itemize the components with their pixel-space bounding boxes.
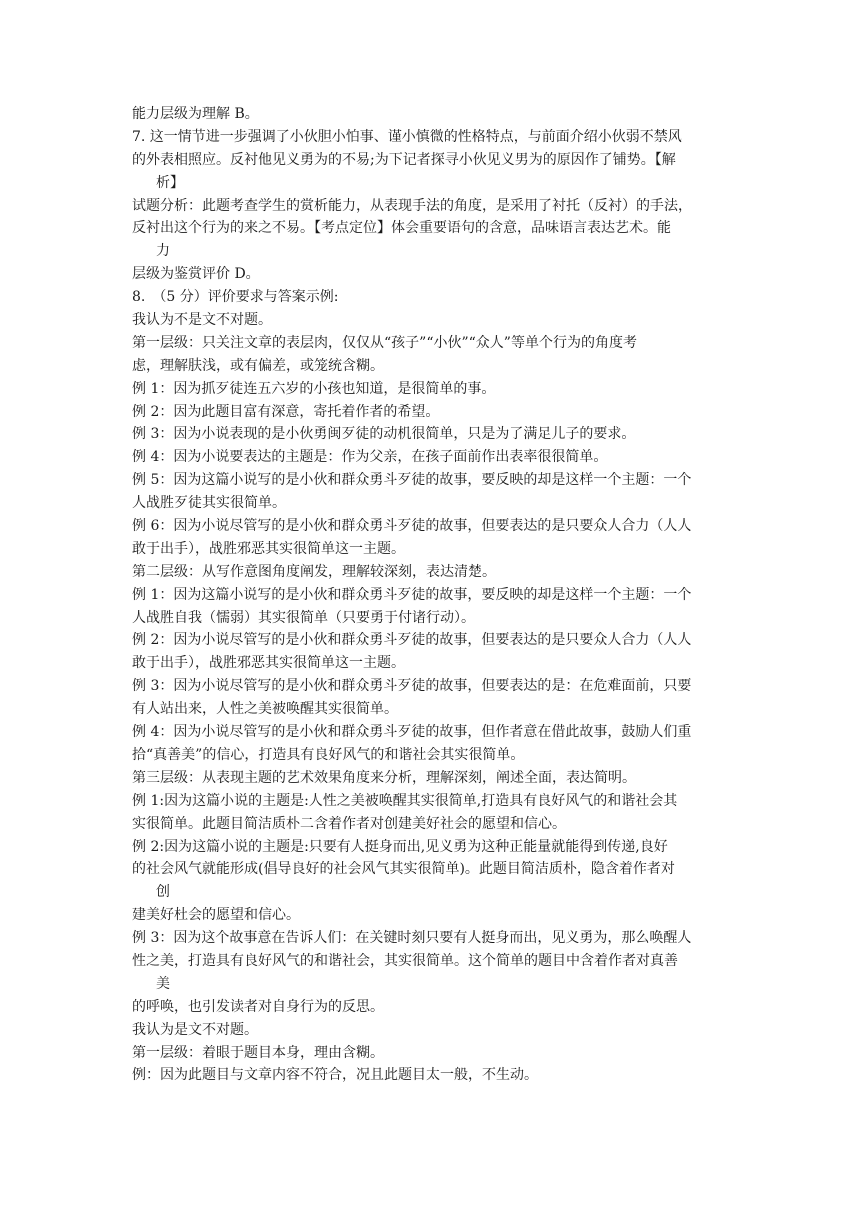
text-line: 例 4：因为小说要表达的主题是：作为父亲，在孩子面前作出表率很很简单。 xyxy=(132,449,608,466)
text-line: 例 3：因为小说尽管写的是小伙和群众勇斗歹徒的故事，但要表达的是：在危难面前，只要 xyxy=(132,678,692,695)
text-line: 例 2:因为这篇小说的主题是:只要有人挺身而出,见义勇为这种正能量就能得到传递,良好 xyxy=(132,838,668,855)
text-line: 的呼唤，也引发读者对自身行为的反思。 xyxy=(132,998,384,1015)
text-line: 敢于出手），战胜邪恶其实很简单这一主题。 xyxy=(132,540,405,557)
text-line: 的社会风气就能形成(倡导良好的社会风气其实很简单)。此题目简洁质朴，隐含着作者对 xyxy=(132,861,675,878)
text-line: 创 xyxy=(156,884,170,901)
text-line: 7. 这一情节进一步强调了小伙胆小怕事、谨小慎微的性格特点，与前面介绍小伙弱不禁风 xyxy=(132,128,682,145)
text-line: 拾“真善美”的信心，打造具有良好风气的和谐社会其实很简单。 xyxy=(132,746,525,763)
text-line: 第二层级：从写作意图角度阐发，理解较深刻，表达清楚。 xyxy=(132,563,496,580)
text-line: 第一层级：只关注文章的表层肉，仅仅从“孩子”“小伙”“众人”等单个行为的角度考 xyxy=(132,334,637,351)
text-line: 人战胜歹徒其实很简单。 xyxy=(132,495,286,512)
text-line: 我认为不是文不对题。 xyxy=(132,312,272,329)
text-line: 我认为是文不对题。 xyxy=(132,1021,258,1038)
text-line: 能力层级为理解 B。 xyxy=(132,106,259,122)
text-line: 层级为鉴赏评价 D。 xyxy=(132,266,260,283)
text-line: 虑，理解肤浅，或有偏差，或笼统含糊。 xyxy=(132,357,384,374)
text-line: 试题分析：此题考查学生的赏析能力，从表现手法的角度，是采用了衬托（反衬）的手法， xyxy=(132,197,692,214)
document-body xyxy=(132,103,736,1087)
text-line: 美 xyxy=(156,975,170,992)
text-line: 例 2：因为小说尽管写的是小伙和群众勇斗歹徒的故事，但要表达的是只要众人合力（人人 xyxy=(132,632,692,649)
text-line: 例 2：因为此题目富有深意，寄托着作者的希望。 xyxy=(132,403,440,420)
text-line: 例 1:因为这篇小说的主题是:人性之美被唤醒其实很简单,打造具有良好风气的和谐社会其 xyxy=(132,792,678,809)
text-line: 实很简单。此题目简洁质朴二含着作者对创建美好社会的愿望和信心。 xyxy=(132,815,566,832)
text-line: 建美好杜会的愿望和信心。 xyxy=(132,907,300,924)
text-line: 例：因为此题目与文章内容不符合，况且此题目太一般，不生动。 xyxy=(132,1067,538,1084)
text-line: 第一层级：着眼于题目本身，理由含糊。 xyxy=(132,1044,384,1061)
text-line: 力 xyxy=(156,243,170,260)
text-line: 的外表相照应。反衬他见义勇为的不易;为下记者探寻小伙见义男为的原因作了铺势。【解 xyxy=(132,151,676,168)
text-line: 敢于出手），战胜邪恶其实很简单这一主题。 xyxy=(132,655,405,672)
text-line: 例 6：因为小说尽管写的是小伙和群众勇斗歹徒的故事，但要表达的是只要众人合力（人人 xyxy=(132,518,692,535)
text-line: 人战胜自我（懦弱）其实很简单（只要勇于付诸行动）。 xyxy=(132,609,475,626)
text-line: 例 1：因为抓歹徒连五六岁的小孩也知道，是很简单的事。 xyxy=(132,380,496,397)
text-line: 第三层级：从表现主题的艺术效果角度来分析，理解深刻，阐述全面，表达简明。 xyxy=(132,769,636,786)
text-line: 8. （5 分）评价要求与答案示例: xyxy=(132,289,339,306)
text-line: 例 1：因为这篇小说写的是小伙和群众勇斗歹徒的故事，要反映的却是这样一个主题：一个 xyxy=(132,586,692,603)
text-line: 析】 xyxy=(156,174,184,191)
text-line: 例 3：因为这个故事意在告诉人们：在关键时刻只要有人挺身而出，见义勇为，那么唤醒人 xyxy=(132,930,692,947)
text-line: 反衬出这个行为的来之不易。【考点定位】体会重要语句的含意，品味语言表达艺术。能 xyxy=(132,220,671,237)
text-line: 例 3：因为小说表现的是小伙勇闽歹徒的动机很简单，只是为了满足儿子的要求。 xyxy=(132,426,636,443)
text-line: 有人站出来，人性之美被唤醒其实很简单。 xyxy=(132,701,398,718)
text-line: 例 5：因为这篇小说写的是小伙和群众勇斗歹徒的故事，要反映的却是这样一个主题：一个 xyxy=(132,472,692,489)
text-line: 性之美，打造具有良好风气的和谐社会，其实很简单。这个简单的题目中含着作者对真善 xyxy=(132,952,678,969)
text-line: 例 4：因为小说尽管写的是小伙和群众勇斗歹徒的故事，但作者意在借此故事，鼓励人们重 xyxy=(132,724,692,741)
